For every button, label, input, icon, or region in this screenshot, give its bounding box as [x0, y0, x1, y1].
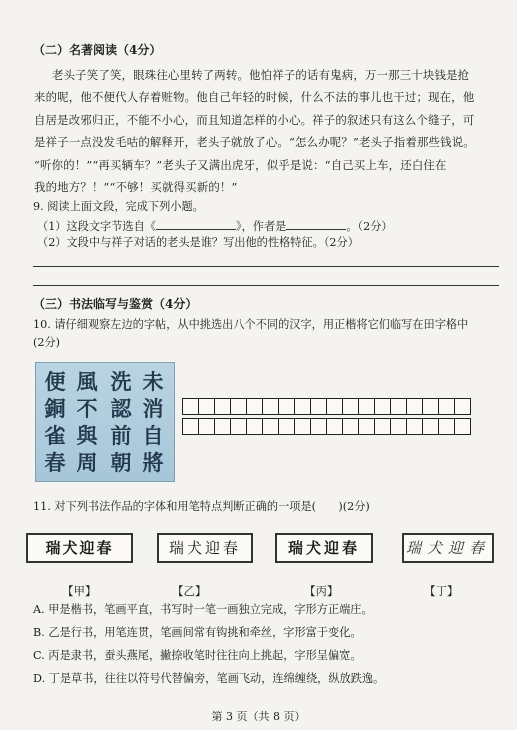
- answer-line-2[interactable]: [33, 285, 499, 286]
- copybook-char: 朝: [110, 450, 132, 475]
- tianzige-cell[interactable]: [182, 398, 199, 415]
- passage-line-5: “听你的！”“再买辆车？”老头子又满出虎牙，似乎是说：“自己买上车，还白住在: [34, 158, 447, 172]
- copybook-char: 將: [142, 450, 164, 475]
- tianzige-cell[interactable]: [358, 398, 375, 415]
- passage-line-1: 老头子笑了笑，眼珠往心里转了两转。他怕祥子的话有鬼病，万一那三十块钱是抢: [52, 68, 470, 82]
- tianzige-cell[interactable]: [198, 398, 215, 415]
- passage-line-6: 我的地方？！”“不够！买就得买新的！”: [34, 180, 238, 194]
- q9-author-blank[interactable]: [286, 218, 346, 230]
- calligraphy-work-bing: 瑞犬迎春: [275, 533, 373, 563]
- q9-sub1: [37, 218, 393, 234]
- calligraphy-copybook: [35, 362, 175, 482]
- passage-line-2: 来的呢，他不便代人存着赃物。他自己年轻的时候，什么不法的事儿也干过；现在，他: [34, 90, 475, 104]
- q9-sub1-mid: 》，作者是: [236, 220, 287, 233]
- q9-sub1-prefix: （1）这段文字节选自《: [37, 220, 156, 233]
- tianzige-cell[interactable]: [454, 398, 471, 415]
- tianzige-cell[interactable]: [390, 398, 407, 415]
- tianzige-cell[interactable]: [390, 418, 407, 435]
- tianzige-cell[interactable]: [374, 418, 391, 435]
- q9-title-blank[interactable]: [156, 218, 236, 230]
- label-bing: 【丙】: [304, 584, 339, 598]
- tianzige-cell[interactable]: [262, 398, 279, 415]
- tianzige-cell[interactable]: [326, 398, 343, 415]
- tianzige-cell[interactable]: [406, 398, 423, 415]
- tianzige-cell[interactable]: [278, 418, 295, 435]
- q10-line-1: 10. 请仔细观察左边的字帖，从中挑选出八个不同的汉字，用正楷将它们临写在田字格中: [33, 318, 469, 331]
- tianzige-cell[interactable]: [374, 398, 391, 415]
- tianzige-cell[interactable]: [342, 398, 359, 415]
- tianzige-cell[interactable]: [454, 418, 471, 435]
- passage-line-4: 是祥子一点没发毛咕的解释开，老头子就放了心。“怎么办呢？”老头子指着那些钱说。: [34, 135, 475, 149]
- tianzige-cell[interactable]: [214, 398, 231, 415]
- tianzige-cell[interactable]: [422, 398, 439, 415]
- answer-line-1[interactable]: [33, 266, 499, 267]
- copybook-char: 與: [76, 423, 98, 448]
- tianzige-cell[interactable]: [198, 418, 215, 435]
- tianzige-cell[interactable]: [326, 418, 343, 435]
- label-ding: 【丁】: [424, 584, 459, 598]
- tianzige-cell[interactable]: [406, 418, 423, 435]
- label-yi: 【乙】: [172, 584, 207, 598]
- copybook-char: 便: [44, 369, 66, 394]
- copybook-char: 銅: [44, 396, 66, 421]
- tianzige-cell[interactable]: [310, 418, 327, 435]
- tianzige-cell[interactable]: [246, 418, 263, 435]
- tianzige-cell[interactable]: [358, 418, 375, 435]
- tianzige-cell[interactable]: [438, 398, 455, 415]
- tianzige-cell[interactable]: [214, 418, 231, 435]
- copybook-char: 前: [110, 423, 132, 448]
- option-d[interactable]: D. 丁是草书，往往以符号代替偏旁，笔画飞动，连绵缠绕，纵放跌逸。: [33, 672, 385, 685]
- tianzige-cell[interactable]: [342, 418, 359, 435]
- copybook-char: 春: [44, 450, 66, 475]
- tianzige-cell[interactable]: [182, 418, 199, 435]
- copybook-char: 洗: [110, 369, 132, 394]
- calligraphy-work-jia: 瑞犬迎春: [26, 533, 133, 563]
- page-footer: 第 3 页（共 8 页）: [211, 710, 306, 723]
- q11-stem: 11. 对下列书法作品的字体和用笔特点判断正确的一项是( )(2分): [33, 500, 370, 513]
- label-jia: 【甲】: [62, 584, 97, 598]
- calligraphy-work-ding: 瑞犬迎春: [402, 533, 494, 563]
- section-2-heading: （二）名著阅读（4分）: [33, 43, 162, 57]
- q10-line-2: (2分): [33, 336, 61, 349]
- q9-stem: 9. 阅读上面文段，完成下列小题。: [33, 200, 204, 213]
- copybook-char: 風: [76, 369, 98, 394]
- option-c[interactable]: C. 丙是隶书，蚕头燕尾，撇捺收笔时往往向上挑起，字形呈偏宽。: [33, 649, 362, 662]
- tianzige-cell[interactable]: [294, 418, 311, 435]
- copybook-char: 未: [142, 369, 164, 394]
- section-3-heading: （三）书法临写与鉴赏（4分）: [33, 297, 198, 311]
- tianzige-cell[interactable]: [230, 418, 247, 435]
- tianzige-cell[interactable]: [310, 398, 327, 415]
- option-b[interactable]: B. 乙是行书，用笔连贯，笔画间常有钩挑和牵丝，字形富于变化。: [33, 626, 362, 639]
- tianzige-cell[interactable]: [422, 418, 439, 435]
- copybook-char: 雀: [44, 423, 66, 448]
- copybook-char: 自: [142, 423, 164, 448]
- tianzige-cell[interactable]: [246, 398, 263, 415]
- q9-sub1-suffix: 。（2分）: [346, 220, 393, 233]
- calligraphy-work-yi: 瑞犬迎春: [157, 533, 253, 563]
- tianzige-cell[interactable]: [438, 418, 455, 435]
- copybook-char: 不: [76, 396, 98, 421]
- copybook-char: 消: [142, 396, 164, 421]
- tianzige-cell[interactable]: [262, 418, 279, 435]
- option-a[interactable]: A. 甲是楷书，笔画平直，书写时一笔一画独立完成，字形方正端庄。: [33, 603, 373, 616]
- tianzige-cell[interactable]: [294, 398, 311, 415]
- passage-line-3: 自居是改邪归正，不能不小心，而且知道怎样的小心。祥子的叙述只有这么个缝子，可: [34, 113, 475, 127]
- tianzige-cell[interactable]: [278, 398, 295, 415]
- q9-sub2: （2）文段中与祥子对话的老头是谁？写出他的性格特征。（2分）: [37, 236, 359, 249]
- copybook-char: 周: [76, 450, 98, 475]
- copybook-char: 認: [110, 396, 132, 421]
- tianzige-cell[interactable]: [230, 398, 247, 415]
